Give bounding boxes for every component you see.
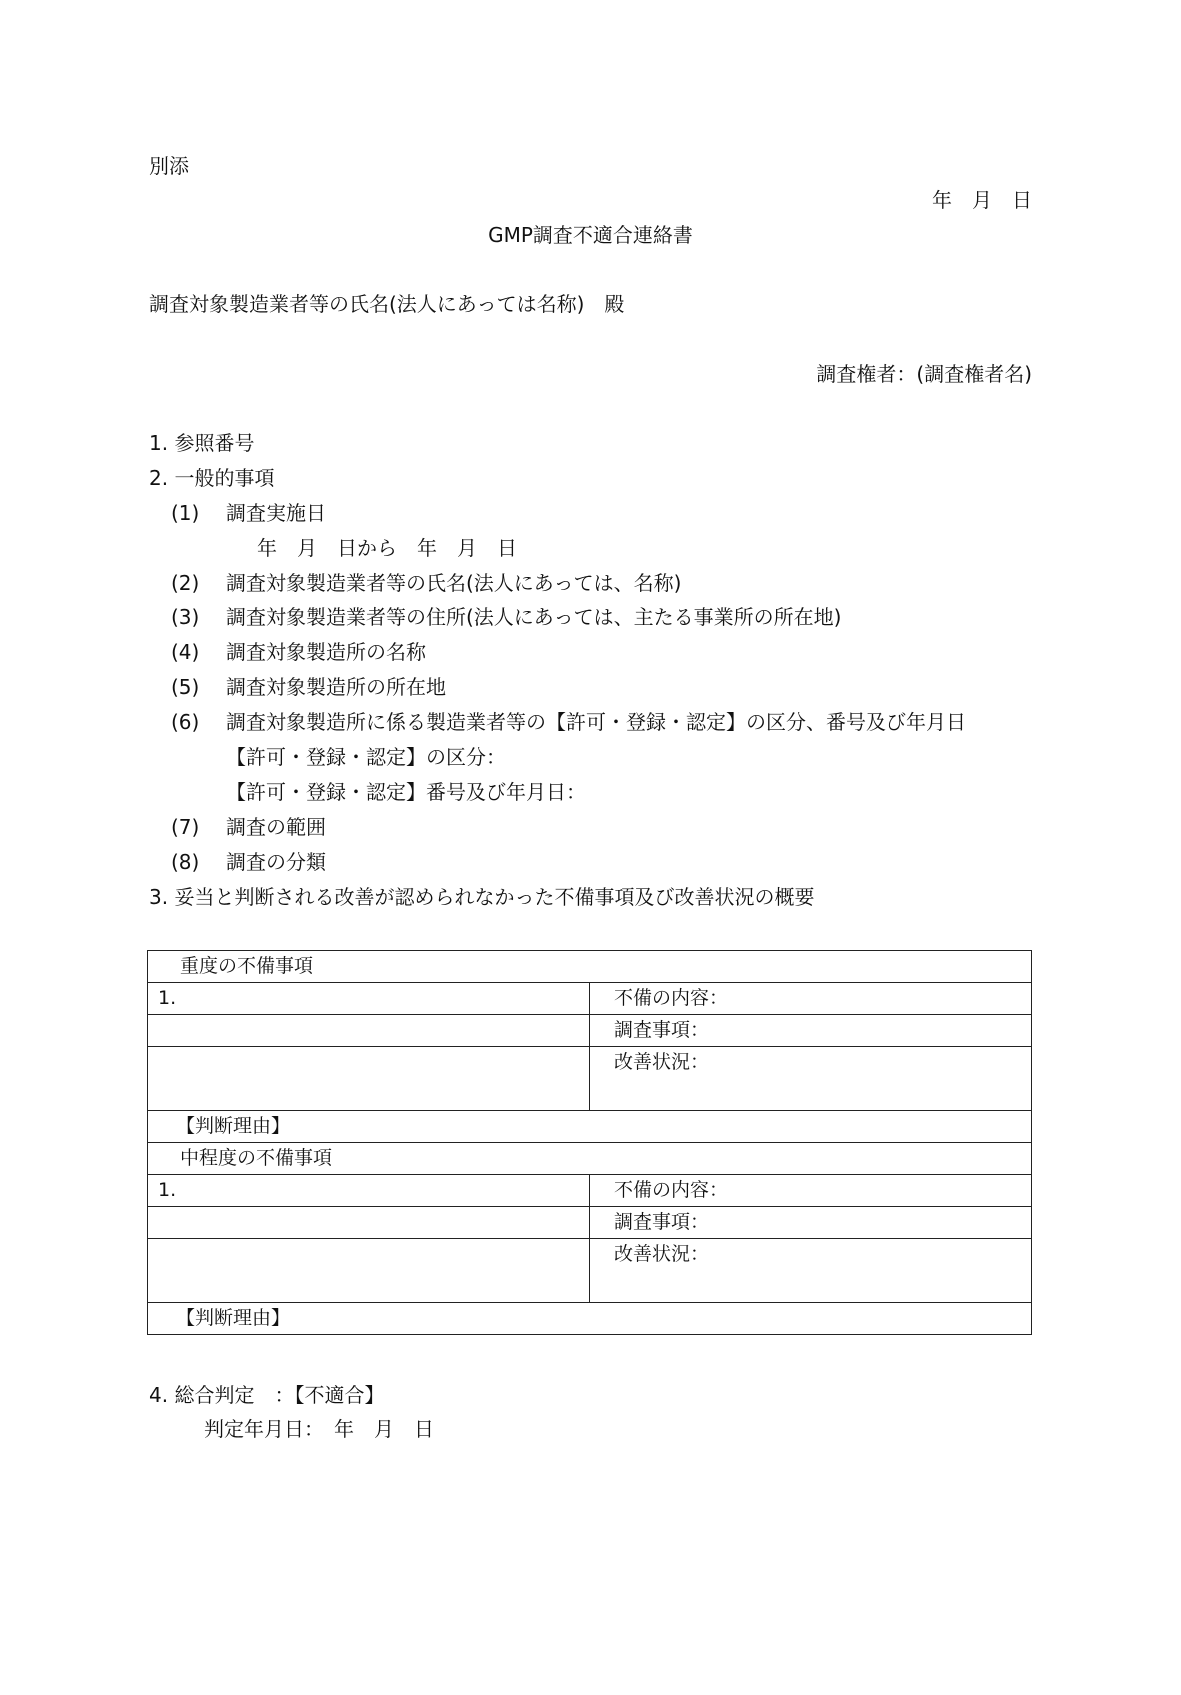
inspection-item: 調査事項： — [590, 1207, 1032, 1239]
item-num: (6) — [171, 710, 200, 734]
row-number: 1. — [148, 1175, 590, 1207]
moderate-heading: 中程度の不備事項 — [148, 1143, 1032, 1175]
document-title: GMP調査不適合連絡書 — [488, 223, 693, 247]
deficiency-content: 不備の内容： — [590, 983, 1032, 1015]
addressee: 調査対象製造業者等の氏名(法人にあっては名称) 殿 — [149, 292, 625, 316]
document-date: 年 月 日 — [932, 188, 1032, 212]
improvement-status: 改善状況： — [590, 1047, 1032, 1111]
item-num: (8) — [171, 850, 200, 874]
deficiency-table — [147, 950, 1032, 1335]
item-manufacturer-name: 調査対象製造業者等の氏名(法人にあっては、名称) — [226, 571, 682, 595]
item-classification: 調査の分類 — [226, 850, 326, 874]
item-num: (7) — [171, 815, 200, 839]
improvement-status: 改善状況： — [590, 1239, 1032, 1303]
inspection-item: 調査事項： — [590, 1015, 1032, 1047]
judgment-reason: 【判断理由】 — [148, 1111, 1032, 1143]
item-scope: 調査の範囲 — [226, 815, 326, 839]
item-manufacturer-address: 調査対象製造業者等の住所(法人にあっては、主たる事業所の所在地) — [226, 605, 842, 629]
section-4-overall-judgment: 4. 総合判定 ：【不適合】 — [149, 1383, 385, 1407]
item-num: (2) — [171, 571, 200, 595]
severe-heading: 重度の不備事項 — [148, 951, 1032, 983]
date-range: 年 月 日から 年 月 日 — [257, 536, 517, 560]
item-inspection-date: 調査実施日 — [226, 501, 326, 525]
item-site-name: 調査対象製造所の名称 — [226, 640, 426, 664]
section-1-reference-number: 1. 参照番号 — [149, 431, 255, 455]
item-num: (4) — [171, 640, 200, 664]
item-num: (5) — [171, 675, 200, 699]
item-site-location: 調査対象製造所の所在地 — [226, 675, 446, 699]
item-num: (1) — [171, 501, 200, 525]
item-num: (3) — [171, 605, 200, 629]
item-license: 調査対象製造所に係る製造業者等の【許可・登録・認定】の区分、番号及び年月日 — [226, 710, 966, 734]
section-3-deficiencies: 3. 妥当と判断される改善が認められなかった不備事項及び改善状況の概要 — [149, 885, 815, 909]
judgment-date: 判定年月日： 年 月 日 — [204, 1417, 434, 1441]
deficiency-content: 不備の内容： — [590, 1175, 1032, 1207]
judgment-reason: 【判断理由】 — [148, 1303, 1032, 1335]
row-number: 1. — [148, 983, 590, 1015]
attachment-label: 別添 — [149, 154, 189, 178]
section-2-general: 2. 一般的事項 — [149, 466, 275, 490]
license-number: 【許可・登録・認定】番号及び年月日： — [226, 780, 586, 804]
investigator: 調査権者：(調査権者名) — [816, 362, 1032, 386]
license-category: 【許可・登録・認定】の区分： — [226, 745, 506, 769]
